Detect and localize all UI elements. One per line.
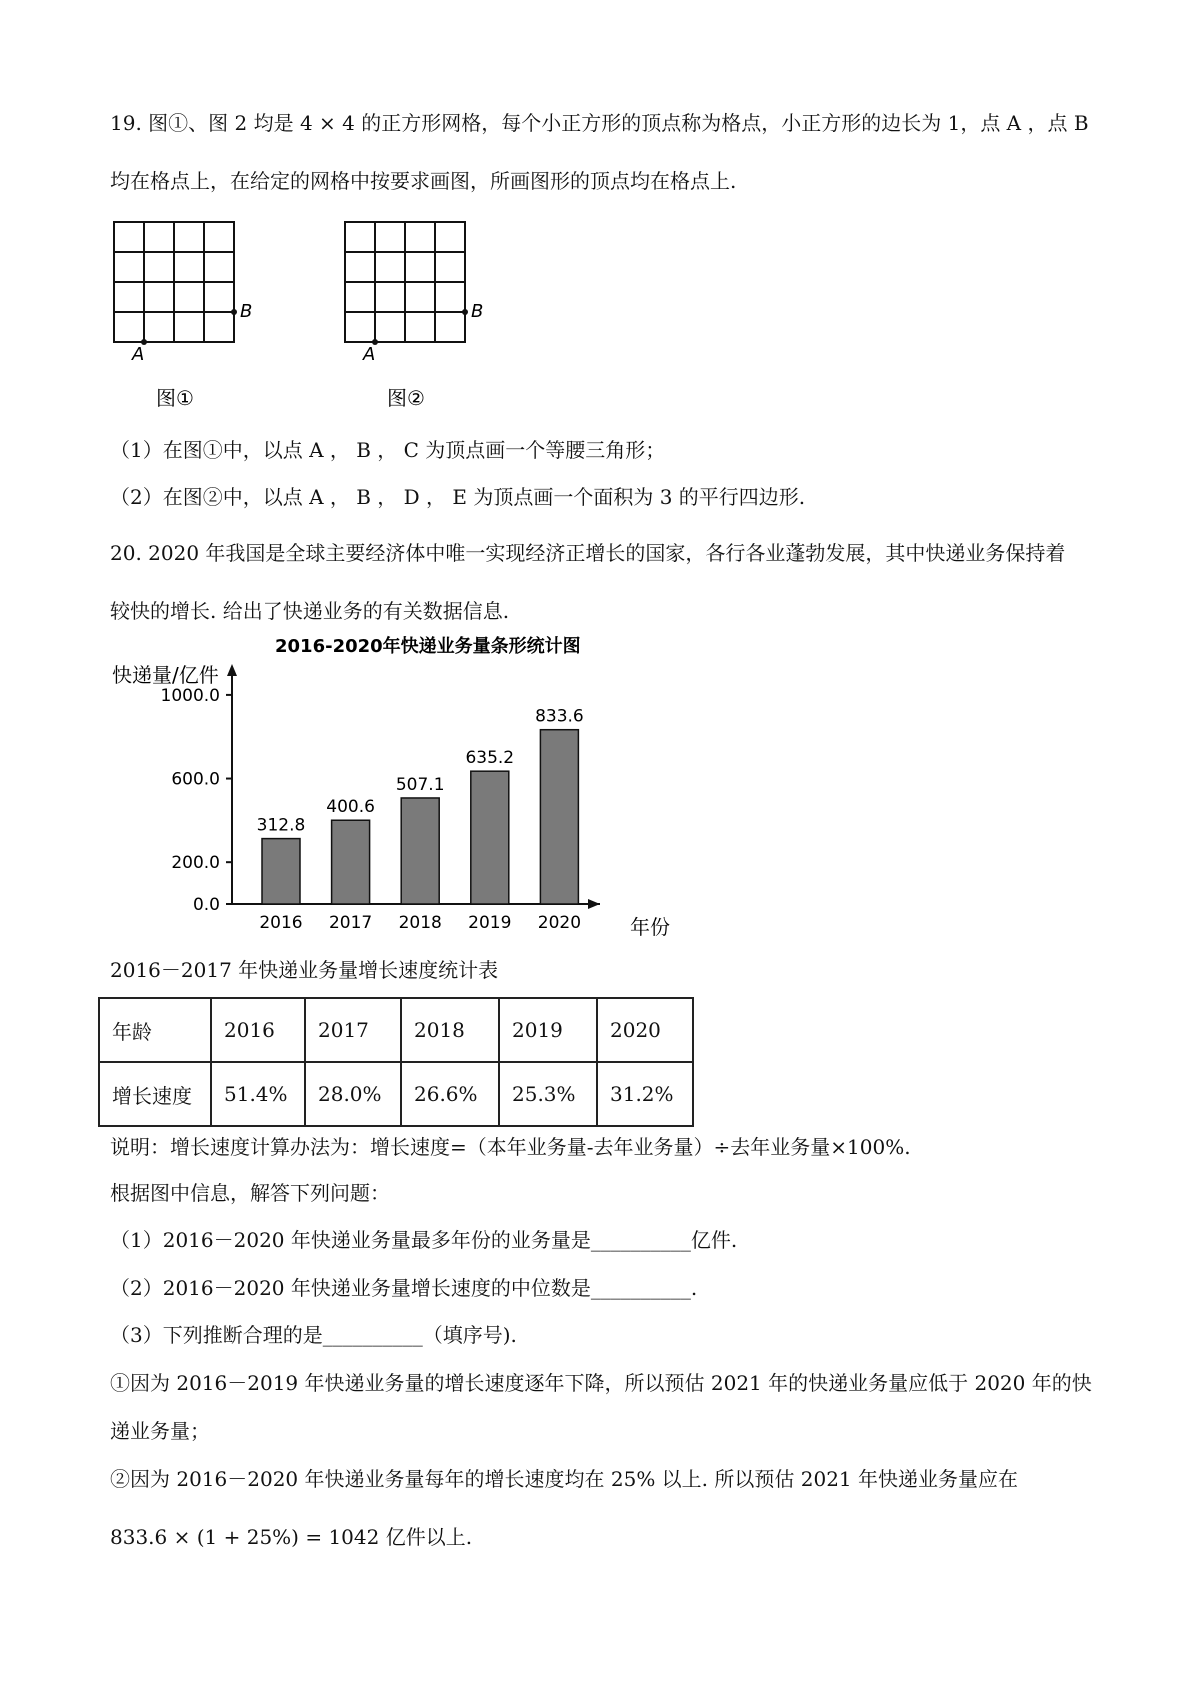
table-cell: 2016 <box>211 998 305 1062</box>
bar-value-label: 400.6 <box>326 797 375 818</box>
x-tick-label: 2017 <box>328 913 373 933</box>
table-row <box>99 998 693 1062</box>
table-title: 2016－2017 年快递业务量增长速度统计表 <box>110 958 499 982</box>
option-1-line2: 递业务量； <box>110 1419 210 1443</box>
bar-value-label: 507.1 <box>395 774 445 795</box>
bar-value-label: 312.8 <box>256 815 306 836</box>
q19-part1: （1）在图①中，以点 A ， B ， C 为顶点画一个等腰三角形； <box>110 438 666 462</box>
table-cell: 31.2% <box>597 1062 693 1126</box>
bar-chart <box>100 632 700 947</box>
table-cell: 2018 <box>401 998 499 1062</box>
table-cell: 51.4% <box>211 1062 305 1126</box>
table-cell: 2020 <box>597 998 693 1062</box>
q19-part2: （2）在图②中，以点 A ， B ， D ， E 为顶点画一个面积为 3 的平行四边形. <box>110 485 806 509</box>
q20-part3: （3）下列推断合理的是__________（填序号). <box>110 1323 517 1347</box>
y-tick-label: 600.0 <box>171 769 220 790</box>
point-b <box>462 309 468 315</box>
figure-caption: 图① <box>156 386 194 410</box>
chart-axes <box>161 664 600 915</box>
grid-figure-1 <box>100 215 260 415</box>
option-2-line2: 833.6 × (1 + 25%) = 1042 亿件以上. <box>110 1525 473 1549</box>
label-a: A <box>132 344 145 365</box>
y-tick-label: 1000.0 <box>160 685 220 706</box>
grid-figure-2 <box>331 215 491 415</box>
table-cell: 增长速度 <box>99 1062 211 1126</box>
table-row <box>99 1062 693 1126</box>
q19-stem-line2: 均在格点上，在给定的网格中按要求画图，所画图形的顶点均在格点上. <box>110 169 737 193</box>
x-tick-label: 2016 <box>259 913 303 933</box>
label-b: B <box>240 301 253 322</box>
q20-stem-line2: 较快的增长. 给出了快递业务的有关数据信息. <box>110 599 510 623</box>
growth-rate-table <box>98 997 694 1127</box>
y-tick-label: 200.0 <box>171 853 220 874</box>
table-cell: 2017 <box>305 998 401 1062</box>
label-b: B <box>471 301 484 322</box>
chart-bars <box>257 707 584 933</box>
q19-stem-line1: 19. 图①、图 2 均是 4 × 4 的正方形网格，每个小正方形的顶点称为格点，小正方形的边长为 1，点 A ，点 B <box>110 111 1089 135</box>
x-axis-arrow <box>588 899 600 909</box>
note: 说明：增长速度计算办法为：增长速度=（本年业务量-去年业务量）÷去年业务量×100%. <box>110 1135 911 1159</box>
instruction: 根据图中信息，解答下列问题： <box>110 1181 390 1205</box>
q20-part1: （1）2016－2020 年快递业务量最多年份的业务量是__________亿件. <box>110 1228 738 1252</box>
figure-caption: 图② <box>387 386 425 410</box>
x-tick-label: 2020 <box>537 913 582 933</box>
table-cell: 28.0% <box>305 1062 401 1126</box>
option-2-line1: ②因为 2016－2020 年快递业务量每年的增长速度均在 25% 以上. 所以预估 2021 年快递业务量应在 <box>110 1467 1019 1491</box>
option-1-line1: ①因为 2016－2019 年快递业务量的增长速度逐年下降，所以预估 2021 年的快递业务量应低于 2020 年的快 <box>110 1371 1092 1395</box>
label-a: A <box>363 344 376 365</box>
q20-part2: （2）2016－2020 年快递业务量增长速度的中位数是__________. <box>110 1276 698 1300</box>
bar <box>471 771 509 904</box>
x-tick-label: 2019 <box>468 913 512 933</box>
table-cell: 25.3% <box>499 1062 597 1126</box>
bar <box>540 730 578 904</box>
point-b <box>231 309 237 315</box>
bar-value-label: 635.2 <box>465 748 515 769</box>
bar-value-label: 833.6 <box>535 706 584 727</box>
y-tick-label: 0.0 <box>192 895 220 915</box>
x-tick-label: 2018 <box>398 913 442 933</box>
bar <box>332 820 370 904</box>
table-cell: 年龄 <box>99 998 211 1062</box>
y-axis-arrow <box>227 664 237 676</box>
y-axis-label: 快递量/亿件 <box>112 663 219 687</box>
bar <box>401 798 439 904</box>
bar <box>262 839 300 904</box>
q20-stem-line1: 20. 2020 年我国是全球主要经济体中唯一实现经济正增长的国家，各行各业蓬勃发展，其中快递业务保持着 <box>110 541 1066 565</box>
table-cell: 26.6% <box>401 1062 499 1126</box>
table-cell: 2019 <box>499 998 597 1062</box>
x-axis-label: 年份 <box>630 915 670 939</box>
chart-title: 2016-2020年快递业务量条形统计图 <box>275 636 581 657</box>
